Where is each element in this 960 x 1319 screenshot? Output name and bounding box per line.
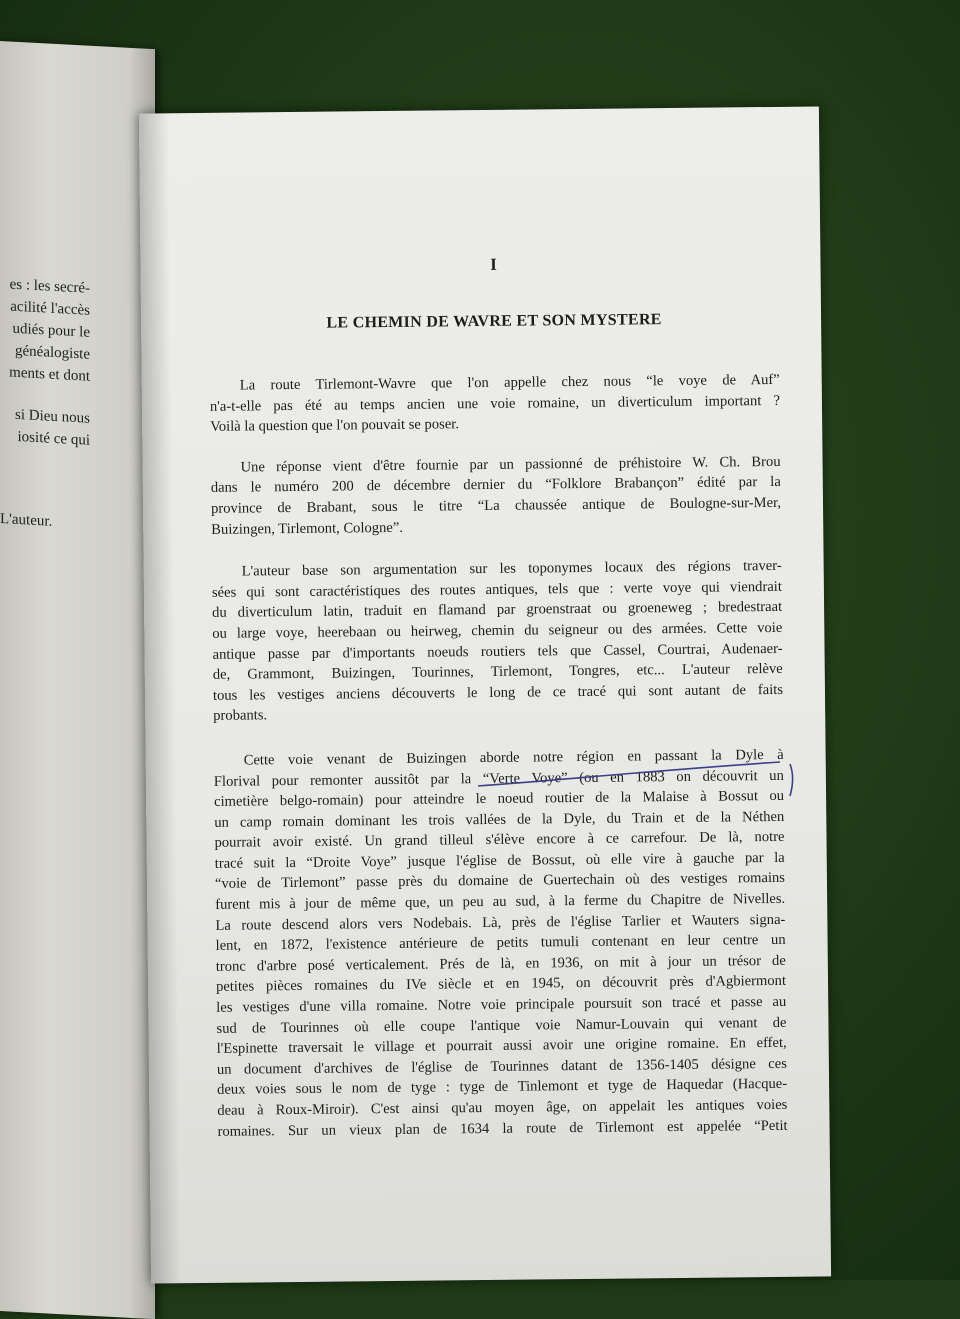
text-line: pourrait avoir existé. Un grand tilleul s'élève encore à ce carrefour. De là, notre xyxy=(214,829,785,852)
text-line: furent mis à jour de même que, un peu au sud, à la ferme du Chapitre de Nivelles. xyxy=(215,890,786,913)
text-line: un camp romain dominant les trois vallées de la Dyle, du Train et de la Néthen xyxy=(214,808,785,831)
text-line: cimetière belgo-romain) pour atteindre le noeud routier de la Malaise à Bossut ou xyxy=(214,787,785,810)
text-line: deau à Roux-Miroir). C'est ainsi qu'au moyen âge, on appelait les antiques voies xyxy=(217,1096,788,1119)
left-page xyxy=(0,40,155,1319)
paragraph-2 xyxy=(210,452,781,540)
text-line: romaines. Sur un vieux plan de 1634 la route de Tirlemont est appelée “Petit xyxy=(217,1117,788,1140)
text-line: tous les vestiges anciens découverts le long de ce tracé qui sont autant de faits xyxy=(212,681,784,704)
text-line: Florival pour remonter aussitôt par la “Verte Voye” (ou en 1883 on découvrit un xyxy=(213,767,784,790)
text-line: “voie de Tirlemont” passe près du domaine de Guertechain où des vestiges romains xyxy=(214,870,786,893)
left-line: généalogiste xyxy=(15,342,90,363)
text-line: La route descend alors vers Nodebais. Là, près de l'église Tarlier et Wauters signa- xyxy=(215,911,786,934)
text-line: Voilà la question que l'on pouvait se poser. xyxy=(210,416,460,436)
text-line: de, Grammont, Buizingen, Tourinnes, Tirlemont, Tongres, etc... L'auteur relève xyxy=(212,661,783,683)
text-line: les vestiges d'une villa romaine. Notre voie principale poursuit son tracé et passe au xyxy=(216,993,787,1016)
text-line: ou large voye, heerebaan ou heirweg, chemin du seigneur ou des armées. Cette voie xyxy=(212,619,783,642)
text-line: L'auteur base son argumentation sur les toponymes locaux des régions traver- xyxy=(241,558,782,580)
left-page-signature: L'auteur. xyxy=(0,511,53,530)
text-line: sées qui sont caractéristiques des routes antiques, tels que : verte voye qui viendrait xyxy=(211,578,782,601)
page-content xyxy=(208,252,787,1158)
chapter-title: LE CHEMIN DE WAVRE ET SON MYSTERE xyxy=(326,311,662,332)
text-line: tracé suit la “Droite Voye” jusque l'église de Bossut, où elle vire à gauche par la xyxy=(214,849,785,872)
left-line: si Dieu nous xyxy=(15,406,90,427)
text-line: province de Brabant, sous le titre “La chaussée antique de Boulogne-sur-Mer, xyxy=(210,494,782,517)
paragraph-3 xyxy=(212,556,784,727)
left-line: acilité l'accès xyxy=(10,298,90,319)
text-line: dans le numéro 200 de décembre dernier du “Folklore Brabançon” édité par la xyxy=(210,474,781,497)
text-line: antique passe par d'importants noeuds routiers tels que Cassel, Courtrai, Audenaer- xyxy=(212,640,783,663)
text-line: du diverticulum latin, traduit en flamand par groenstraat ou groeneweg ; bredestraat xyxy=(212,599,783,622)
paragraph-4 xyxy=(214,745,788,1142)
text-line: petites pièces romaines du IVe siècle et en 1945, on découvrit près d'Agbiermont xyxy=(215,973,787,996)
text-line: tronc d'arbre posé verticalement. Prés de là, en 1936, on mit à jour un trésor de xyxy=(215,952,786,975)
left-line: es : les secré- xyxy=(9,276,90,297)
text-line: La route Tirlemont-Wavre que l'on appelle chez nous “le voye de Auf” xyxy=(239,371,780,394)
text-line: n'a-t-elle pas été au temps ancien une voie romaine, un diverticulum important ? xyxy=(209,392,781,415)
text-line: l'Espinette traversait le village et pourrait aussi avoir une origine romaine. En effet, xyxy=(216,1035,787,1058)
text-line: Cette voie venant de Buizingen aborde notre région en passant la Dyle à xyxy=(243,746,784,769)
right-page xyxy=(139,106,831,1283)
left-page-text xyxy=(0,272,90,452)
text-line: sud de Tourinnes où elle coupe l'antique voie Namur-Louvain qui venant de xyxy=(216,1014,787,1037)
chapter-number: I xyxy=(490,254,497,274)
left-line: udiés pour le xyxy=(12,320,90,341)
text-line: probants. xyxy=(213,707,268,725)
paragraph-1 xyxy=(210,370,781,438)
text-line: deux voies sous le nom de tyge : tyge de Tinlemont et tyge de Haquedar (Hacque- xyxy=(217,1076,788,1099)
text-line: lent, en 1872, l'existence antérieure de petits tumuli contenant en leur centre un xyxy=(215,932,786,955)
left-line: ments et dont xyxy=(9,364,90,385)
left-line: iosité ce qui xyxy=(17,428,90,449)
text-line: un document d'archives de l'église de Tourinnes datant de 1356-1405 désigne ces xyxy=(216,1055,787,1078)
text-line: Une réponse vient d'être fournie par un passionné de préhistoire W. Ch. Brou xyxy=(240,453,781,476)
text-line: Buizingen, Tirlemont, Cologne”. xyxy=(211,519,404,538)
